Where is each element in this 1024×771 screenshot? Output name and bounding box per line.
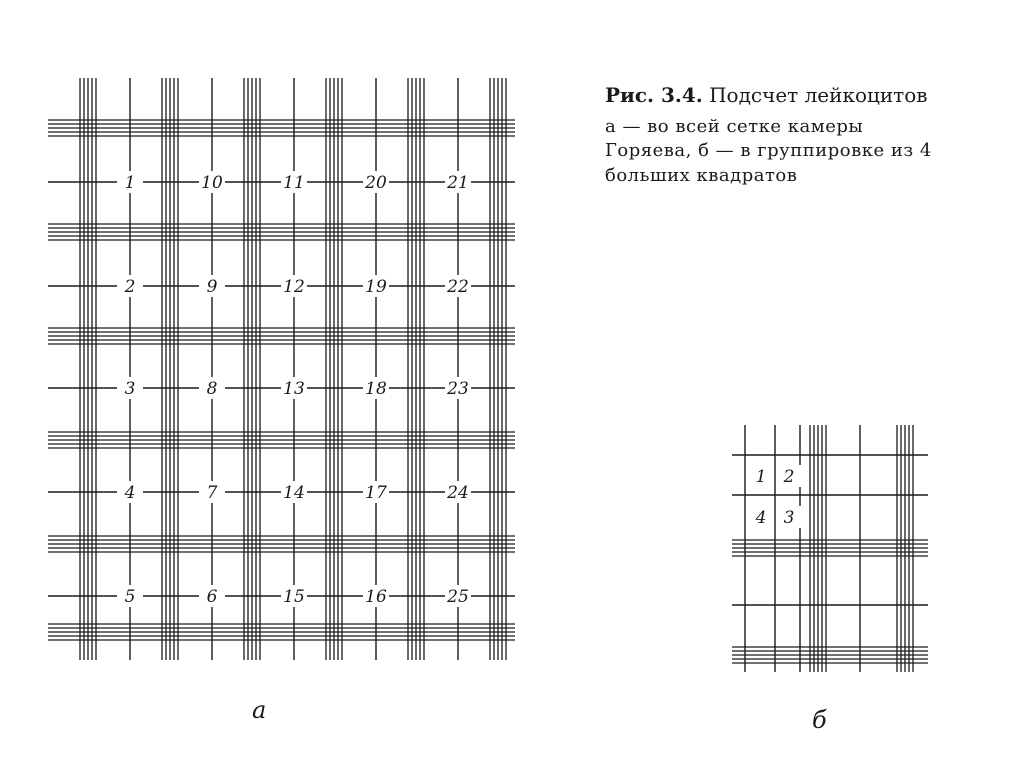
figure-title: Подсчет лейкоцитов — [709, 83, 928, 107]
cell-number: 11 — [283, 173, 305, 193]
cell-number: 23 — [447, 379, 469, 399]
cell-number: 14 — [283, 483, 305, 503]
cell-number: 3 — [124, 379, 136, 399]
cell-number: 24 — [447, 483, 469, 503]
cell-number: 17 — [365, 483, 387, 503]
cell-number: 19 — [365, 277, 387, 297]
cell-number: 2 — [783, 467, 795, 487]
cell-number: 1 — [755, 467, 767, 487]
figure-label: Рис. 3.4. — [605, 83, 703, 107]
cell-number: 18 — [365, 379, 387, 399]
cell-number: 10 — [201, 173, 223, 193]
panel-a-grid — [48, 78, 515, 660]
cell-number: 20 — [365, 173, 387, 193]
caption-description: а — во всей сетке камеры Горяева, б — в группировке из 4 больших квадратов — [605, 116, 932, 186]
cell-number: 4 — [124, 483, 136, 503]
panel-b-letter: б — [812, 706, 827, 734]
caption-title — [605, 82, 945, 109]
cell-number: 7 — [206, 483, 218, 503]
cell-number: 2 — [124, 277, 136, 297]
cell-number: 9 — [206, 277, 218, 297]
cell-number: 16 — [365, 587, 387, 607]
cell-number: 4 — [755, 508, 767, 528]
cell-number: 15 — [283, 587, 305, 607]
cell-number: 8 — [206, 379, 218, 399]
cell-number: 3 — [783, 508, 795, 528]
panel-a-letter: а — [252, 696, 267, 724]
cell-number: 21 — [447, 173, 469, 193]
cell-number: 6 — [206, 587, 218, 607]
cell-number: 5 — [124, 587, 136, 607]
cell-number: 1 — [124, 173, 136, 193]
cell-number: 22 — [447, 277, 469, 297]
cell-number: 25 — [447, 587, 469, 607]
cell-number: 13 — [283, 379, 305, 399]
cell-number: 12 — [283, 277, 305, 297]
panel-b-grid — [732, 425, 928, 672]
figure-caption — [605, 82, 945, 188]
